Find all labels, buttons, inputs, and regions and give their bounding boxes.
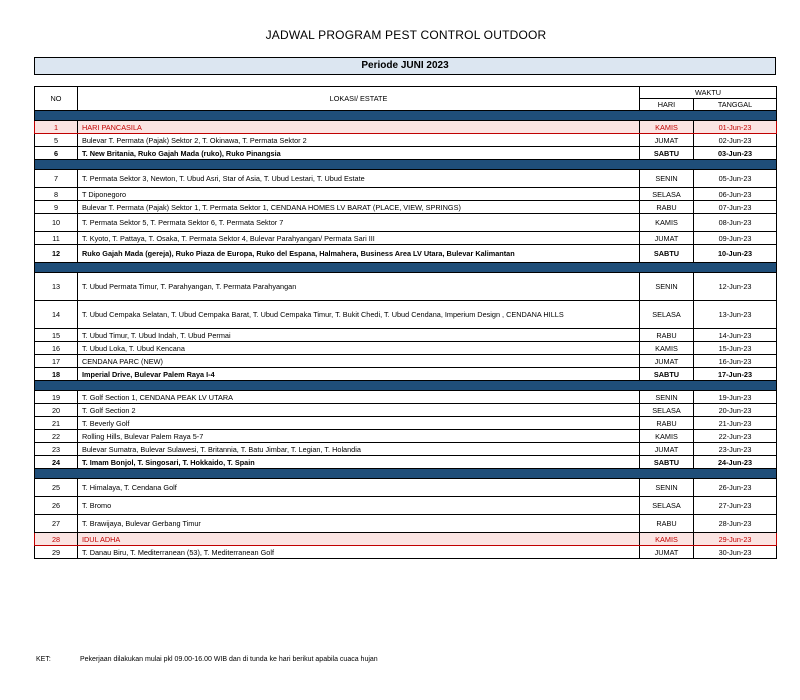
cell-tanggal: 13-Jun-23	[694, 301, 777, 329]
cell-tanggal: 10-Jun-23	[694, 245, 777, 263]
cell-no: 26	[35, 497, 78, 515]
cell-tanggal: 17-Jun-23	[694, 368, 777, 381]
cell-tanggal: 20-Jun-23	[694, 404, 777, 417]
cell-lokasi: T. Golf Section 2	[78, 404, 640, 417]
week-separator	[35, 111, 777, 121]
table-row	[35, 479, 777, 497]
table-row	[35, 443, 777, 456]
cell-no: 23	[35, 443, 78, 456]
cell-hari: JUMAT	[640, 546, 694, 559]
cell-lokasi: T. Bromo	[78, 497, 640, 515]
cell-tanggal: 06-Jun-23	[694, 188, 777, 201]
cell-lokasi: Bulevar T. Permata (Pajak) Sektor 1, T. Permata Sektor 1, CENDANA HOMES LV BARAT (PLACE, VIEW, SPRINGS)	[78, 201, 640, 214]
table-row	[35, 497, 777, 515]
schedule-table	[34, 86, 777, 559]
note-label: KET:	[36, 656, 51, 663]
cell-no: 13	[35, 273, 78, 301]
cell-hari: SENIN	[640, 479, 694, 497]
cell-no: 6	[35, 147, 78, 160]
cell-no: 10	[35, 214, 78, 232]
cell-hari: SABTU	[640, 456, 694, 469]
cell-tanggal: 08-Jun-23	[694, 214, 777, 232]
cell-hari: RABU	[640, 417, 694, 430]
cell-lokasi: T Diponegoro	[78, 188, 640, 201]
cell-no: 19	[35, 391, 78, 404]
cell-tanggal: 02-Jun-23	[694, 134, 777, 147]
cell-lokasi: T. Brawijaya, Bulevar Gerbang Timur	[78, 515, 640, 533]
cell-hari: JUMAT	[640, 443, 694, 456]
cell-tanggal: 05-Jun-23	[694, 170, 777, 188]
week-separator	[35, 469, 777, 479]
cell-lokasi: T. Ubud Loka, T. Ubud Kencana	[78, 342, 640, 355]
cell-no: 16	[35, 342, 78, 355]
cell-no: 11	[35, 232, 78, 245]
cell-tanggal: 24-Jun-23	[694, 456, 777, 469]
cell-tanggal: 26-Jun-23	[694, 479, 777, 497]
table-row	[35, 188, 777, 201]
cell-hari: SELASA	[640, 497, 694, 515]
cell-hari: KAMIS	[640, 430, 694, 443]
table-row	[35, 404, 777, 417]
cell-tanggal: 07-Jun-23	[694, 201, 777, 214]
cell-lokasi: CENDANA PARC (NEW)	[78, 355, 640, 368]
cell-hari: KAMIS	[640, 342, 694, 355]
table-row	[35, 134, 777, 147]
cell-tanggal: 21-Jun-23	[694, 417, 777, 430]
cell-lokasi: IDUL ADHA	[78, 533, 640, 546]
cell-no: 21	[35, 417, 78, 430]
cell-no: 24	[35, 456, 78, 469]
table-row	[35, 273, 777, 301]
cell-hari: SENIN	[640, 391, 694, 404]
cell-tanggal: 16-Jun-23	[694, 355, 777, 368]
cell-lokasi: T. Imam Bonjol, T. Singosari, T. Hokkaido, T. Spain	[78, 456, 640, 469]
holiday-row	[35, 121, 777, 134]
cell-no: 25	[35, 479, 78, 497]
cell-lokasi: T. Beverly Golf	[78, 417, 640, 430]
table-row	[35, 417, 777, 430]
cell-tanggal: 27-Jun-23	[694, 497, 777, 515]
cell-hari: SENIN	[640, 170, 694, 188]
table-row	[35, 430, 777, 443]
note-text: Pekerjaan dilakukan mulai pkl 09.00-16.00 WIB dan di tunda ke hari berikut apabila cuaca hujan	[80, 656, 378, 663]
table-row	[35, 201, 777, 214]
cell-lokasi: Bulevar T. Permata (Pajak) Sektor 2, T. Okinawa, T. Permata Sektor 2	[78, 134, 640, 147]
table-row	[35, 232, 777, 245]
week-separator	[35, 263, 777, 273]
cell-no: 18	[35, 368, 78, 381]
table-row	[35, 329, 777, 342]
cell-hari: KAMIS	[640, 533, 694, 546]
week-separator	[35, 381, 777, 391]
cell-lokasi: HARI PANCASILA	[78, 121, 640, 134]
cell-hari: RABU	[640, 329, 694, 342]
cell-hari: RABU	[640, 515, 694, 533]
cell-tanggal: 09-Jun-23	[694, 232, 777, 245]
cell-lokasi: T. Kyoto, T. Pattaya, T. Osaka, T. Permata Sektor 4, Bulevar Parahyangan/ Permata Sari III	[78, 232, 640, 245]
cell-hari: RABU	[640, 201, 694, 214]
cell-hari: SELASA	[640, 404, 694, 417]
table-row	[35, 515, 777, 533]
cell-tanggal: 03-Jun-23	[694, 147, 777, 160]
cell-no: 28	[35, 533, 78, 546]
cell-lokasi: T. Permata Sektor 3, Newton, T. Ubud Asri, Star of Asia, T. Ubud Lestari, T. Ubud Estate	[78, 170, 640, 188]
cell-lokasi: T. Ubud Permata Timur, T. Parahyangan, T. Permata Parahyangan	[78, 273, 640, 301]
period-banner: Periode JUNI 2023	[34, 57, 776, 75]
cell-lokasi: Ruko Gajah Mada (gereja), Ruko Piaza de Europa, Ruko del Espana, Halmahera, Business Area LV Utara, Bulevar Kalimantan	[78, 245, 640, 263]
table-row	[35, 170, 777, 188]
cell-no: 1	[35, 121, 78, 134]
cell-lokasi: T. Ubud Cempaka Selatan, T. Ubud Cempaka Barat, T. Ubud Cempaka Timur, T. Bukit Chedi, T. Ubud Cendana, Imperium Design , CENDANA HILLS	[78, 301, 640, 329]
cell-no: 7	[35, 170, 78, 188]
table-row	[35, 214, 777, 232]
document-title: JADWAL PROGRAM PEST CONTROL OUTDOOR	[265, 28, 547, 42]
cell-hari: SELASA	[640, 188, 694, 201]
cell-hari: KAMIS	[640, 121, 694, 134]
table-row	[35, 456, 777, 469]
cell-lokasi: T. Himalaya, T. Cendana Golf	[78, 479, 640, 497]
cell-tanggal: 12-Jun-23	[694, 273, 777, 301]
cell-tanggal: 22-Jun-23	[694, 430, 777, 443]
cell-tanggal: 30-Jun-23	[694, 546, 777, 559]
table-row	[35, 355, 777, 368]
cell-hari: JUMAT	[640, 232, 694, 245]
cell-no: 5	[35, 134, 78, 147]
cell-lokasi: T. Ubud Timur, T. Ubud Indah, T. Ubud Permai	[78, 329, 640, 342]
cell-no: 27	[35, 515, 78, 533]
schedule-body	[35, 111, 777, 559]
week-separator	[35, 160, 777, 170]
cell-tanggal: 14-Jun-23	[694, 329, 777, 342]
cell-lokasi: T. New Britania, Ruko Gajah Mada (ruko), Ruko Pinangsia	[78, 147, 640, 160]
cell-no: 22	[35, 430, 78, 443]
cell-tanggal: 01-Jun-23	[694, 121, 777, 134]
cell-tanggal: 23-Jun-23	[694, 443, 777, 456]
table-row	[35, 368, 777, 381]
cell-no: 20	[35, 404, 78, 417]
cell-tanggal: 15-Jun-23	[694, 342, 777, 355]
header-no: NO	[35, 87, 78, 111]
cell-hari: SABTU	[640, 368, 694, 381]
cell-no: 14	[35, 301, 78, 329]
cell-hari: JUMAT	[640, 355, 694, 368]
cell-tanggal: 29-Jun-23	[694, 533, 777, 546]
cell-tanggal: 19-Jun-23	[694, 391, 777, 404]
cell-hari: JUMAT	[640, 134, 694, 147]
cell-no: 15	[35, 329, 78, 342]
cell-hari: SELASA	[640, 301, 694, 329]
table-row	[35, 301, 777, 329]
table-row	[35, 342, 777, 355]
cell-no: 29	[35, 546, 78, 559]
cell-lokasi: Imperial Drive, Bulevar Palem Raya I-4	[78, 368, 640, 381]
cell-no: 17	[35, 355, 78, 368]
cell-lokasi: T. Danau Biru, T. Mediterranean (53), T. Mediterranean Golf	[78, 546, 640, 559]
cell-hari: SABTU	[640, 147, 694, 160]
header-lokasi: LOKASI/ ESTATE	[78, 87, 640, 111]
cell-lokasi: Rolling Hills, Bulevar Palem Raya 5-7	[78, 430, 640, 443]
cell-no: 9	[35, 201, 78, 214]
header-waktu: WAKTU	[640, 87, 777, 99]
cell-hari: SENIN	[640, 273, 694, 301]
cell-lokasi: Bulevar Sumatra, Bulevar Sulawesi, T. Britannia, T. Batu Jimbar, T. Legian, T. Holandia	[78, 443, 640, 456]
cell-no: 8	[35, 188, 78, 201]
holiday-row	[35, 533, 777, 546]
table-row	[35, 245, 777, 263]
cell-hari: SABTU	[640, 245, 694, 263]
table-row	[35, 391, 777, 404]
cell-hari: KAMIS	[640, 214, 694, 232]
table-row	[35, 147, 777, 160]
header-hari: HARI	[640, 99, 694, 111]
cell-tanggal: 28-Jun-23	[694, 515, 777, 533]
cell-lokasi: T. Permata Sektor 5, T. Permata Sektor 6, T. Permata Sektor 7	[78, 214, 640, 232]
cell-lokasi: T. Golf Section 1, CENDANA PEAK LV UTARA	[78, 391, 640, 404]
cell-no: 12	[35, 245, 78, 263]
table-row	[35, 546, 777, 559]
header-tanggal: TANGGAL	[694, 99, 777, 111]
